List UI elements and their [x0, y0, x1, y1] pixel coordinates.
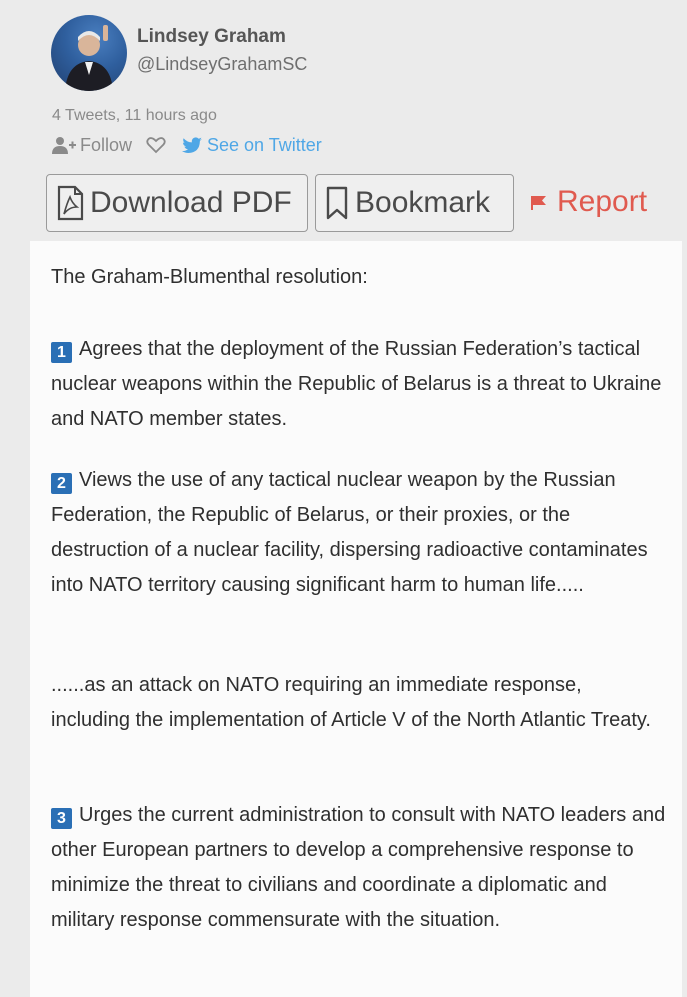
see-on-twitter-link[interactable] — [182, 135, 322, 156]
bookmark-button[interactable] — [315, 174, 514, 232]
profile-header — [0, 0, 687, 240]
resolution-item-2 — [51, 463, 666, 603]
pdf-file-icon — [56, 185, 84, 221]
bookmark-label: Bookmark — [355, 186, 491, 219]
report-label: Report — [557, 185, 648, 218]
user-name[interactable]: Lindsey Graham — [137, 26, 286, 47]
profile-actions — [52, 133, 322, 157]
avatar[interactable] — [51, 15, 127, 91]
number-badge-3: 3 — [51, 808, 72, 829]
number-badge-2: 2 — [51, 473, 72, 494]
tweet-meta: 4 Tweets, 11 hours ago — [52, 107, 217, 124]
download-pdf-label: Download PDF — [90, 186, 292, 219]
resolution-item-text: Views the use of any tactical nuclear weapon by the Russian Federation, the Republic of Belarus, or their proxies, or the destruction of a nuclear facility, dispersing radioactive contaminates into NATO territory causing significant harm to human life..... — [51, 469, 648, 596]
resolution-intro: The Graham-Blumenthal resolution: — [51, 266, 368, 288]
avatar-photo — [51, 15, 127, 91]
resolution-item-3 — [51, 798, 666, 938]
resolution-item-2-continued — [51, 668, 666, 738]
resolution-item-text: ......as an attack on NATO requiring an immediate response, including the implementation of Article V of the North Atlantic Treaty. — [51, 674, 651, 731]
heart-icon — [146, 136, 166, 154]
tweet-content — [30, 241, 682, 997]
see-on-twitter-label: See on Twitter — [207, 134, 322, 155]
like-button[interactable] — [146, 136, 166, 154]
add-user-icon — [52, 136, 76, 154]
resolution-item-1 — [51, 332, 666, 437]
resolution-item-text: Agrees that the deployment of the Russian Federation’s tactical nuclear weapons within the Republic of Belarus is a threat to Ukraine and NATO member states. — [51, 338, 662, 430]
number-badge-1: 1 — [51, 342, 72, 363]
twitter-bird-icon — [182, 137, 202, 153]
resolution-item-text: Urges the current administration to consult with NATO leaders and other European partners to develop a comprehensive response to minimize the threat to civilians and coordinate a diplomatic and military response commensurate with the situation. — [51, 804, 666, 931]
user-handle[interactable]: @LindseyGrahamSC — [137, 54, 308, 74]
follow-button[interactable] — [52, 135, 132, 156]
download-pdf-button[interactable] — [46, 174, 308, 232]
follow-label: Follow — [80, 134, 133, 155]
flag-icon — [530, 194, 548, 210]
report-button[interactable] — [530, 182, 647, 222]
bookmark-icon — [325, 186, 349, 220]
